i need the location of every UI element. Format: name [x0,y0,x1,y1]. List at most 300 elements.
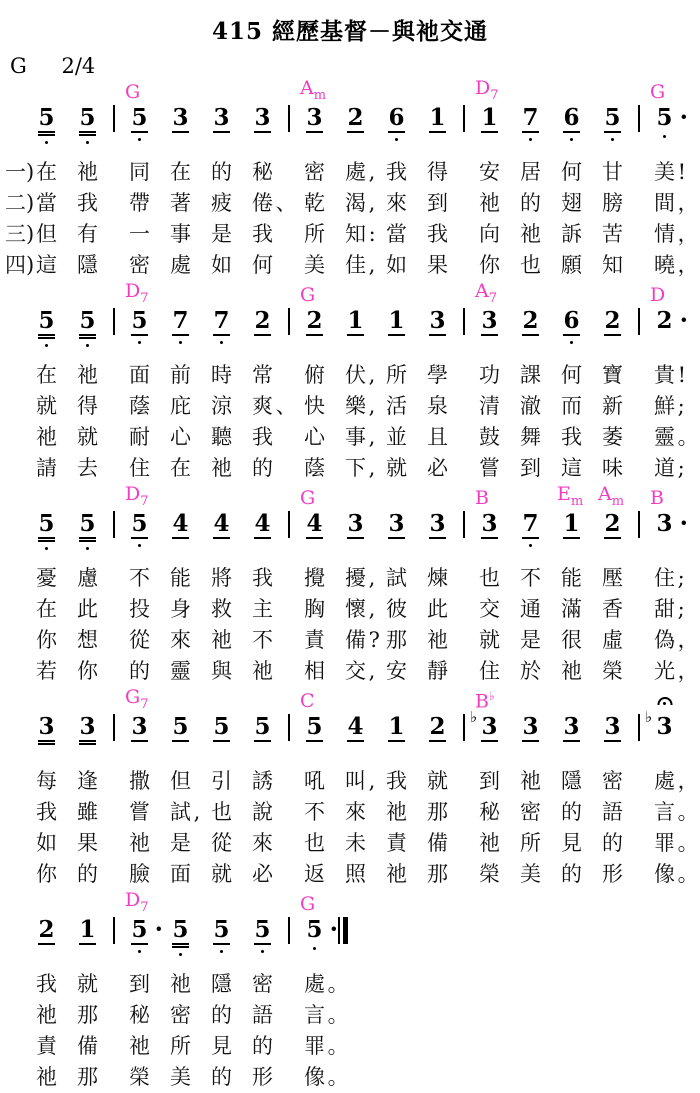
note-number: 5 [131,307,148,334]
lyric-cell: 是 [520,628,541,652]
lyric-cell: 如 [36,831,57,855]
lyric-cell: 祂 [386,800,407,824]
lyric-spacer [283,563,294,594]
note-cell [644,81,688,142]
lyric-cell: 祂 [129,831,150,855]
note-number: 5 [306,916,323,943]
punctuation: 。 [327,1034,349,1058]
octave-dot [663,135,666,138]
barline-stroke [288,105,290,132]
note-cell [644,284,688,345]
lyric-cell: 的 [520,191,541,215]
lyric-cell: 知 [602,253,623,277]
lyric-cell: 祂 [427,628,448,652]
octave-dot [220,950,223,953]
note-number: 6 [388,104,405,131]
augmentation-dot: · [679,102,688,131]
note-glyph [160,917,201,942]
lyric-cell: 也 [479,566,500,590]
note-glyph [119,105,160,130]
lyric-spacer [458,219,469,250]
note-glyph [376,105,417,130]
lyric-cell: 的 [211,1003,232,1027]
note-glyph [67,511,108,536]
note-number: 3 [604,713,621,740]
punctuation: 。 [677,425,699,449]
lyric-cell: 交 [479,597,500,621]
lyric-cell: 那 [427,862,448,886]
note-cell [242,308,283,348]
lyric-cell: 雖 [77,800,98,824]
lyric-cell: 不 [520,566,541,590]
lyric-cell: 澈 [520,394,541,418]
lyric-cell: 時 [211,363,232,387]
chord-root: G [300,487,316,509]
barline-stroke [463,714,465,741]
chord-root: D [650,284,666,306]
note-number: 6 [563,307,580,334]
note-glyph [592,308,633,333]
note-number: 4 [172,510,189,537]
lyric-cell: 撒 [129,769,150,793]
note-glyph [119,511,160,536]
lyric-cell: 想 [77,628,98,652]
verse-prefix: 二) [5,191,35,215]
note-number: 1 [563,510,580,537]
note-glyph [26,308,67,333]
lyric-cell: 蔭 [304,456,325,480]
lyric-spacer [458,453,469,484]
lyric-cell: 快 [304,394,325,418]
lyric-spacer [283,797,294,828]
system [26,889,700,1093]
system [26,483,700,687]
chord-root: G [125,81,141,103]
chord-label [475,79,499,102]
note-number: 5 [213,713,230,740]
score [0,77,700,1093]
lyric-cell: 就 [211,862,232,886]
note-number: 3 [656,713,673,740]
chord-quality: 7 [490,88,499,103]
octave-dot-row [26,136,67,148]
octave-dot-row [160,336,201,348]
lyric-cell: 從 [129,628,150,652]
note-glyph [201,917,242,942]
lyric-cell: 必 [427,456,448,480]
lyric-cell: 形 [602,862,623,886]
octave-dot-row [551,742,592,754]
note-glyph [201,308,242,333]
note-glyph [67,105,108,130]
note-number: 1 [388,713,405,740]
lyric-row [5,157,700,188]
note-number: 2 [522,307,539,334]
lyric-cell: 罪 。 [644,828,685,859]
chord-label [300,895,315,914]
lyric-cell: 到 [520,456,541,480]
lyric-cell: 一) 在 [26,157,67,188]
lyric-spacer [633,859,644,890]
lyric-cell: 於 [520,659,541,683]
note-cell [417,511,458,551]
duration-underline [172,943,189,945]
lyric-cell: 就 [77,425,98,449]
lyric-row [26,625,700,656]
octave-dot [570,341,573,344]
note-glyph [417,308,458,333]
lyric-cell: 很 [561,628,582,652]
octave-dot-row [67,945,108,957]
note-number: 2 [604,510,621,537]
punctuation: ; [677,394,685,418]
lyric-spacer [108,422,119,453]
note-number: 3 [656,510,673,537]
note-glyph [644,102,688,131]
octave-dot-row [551,133,592,145]
lyric-cell: 吼 [304,769,325,793]
octave-dot-row [26,945,67,957]
lyric-cell: 住 [129,456,150,480]
lyric-cell: 曉 ， [644,250,685,281]
note-number: 5 [79,104,96,131]
octave-dot-row [67,136,108,148]
lyric-cell: 每 [36,769,57,793]
lyric-cell: 是 [211,222,232,246]
lyric-spacer [633,766,644,797]
barline-stroke [113,105,115,132]
lyric-spacer [108,625,119,656]
punctuation: , [368,566,376,590]
octave-dot [45,547,48,550]
lyric-cell: 言 。 [294,1000,335,1031]
octave-dot-row [592,133,633,145]
lyric-cell: 秘 [479,800,500,824]
lyric-cell: 備 [77,1034,98,1058]
note-cell [160,308,201,348]
punctuation: , [193,800,201,824]
octave-dot-row [294,336,335,348]
lyric-spacer [283,1062,294,1093]
note-cell [160,105,201,145]
lyric-cell: 罪 。 [294,1031,335,1062]
lyric-cell: 著 [170,191,191,215]
music-row [26,77,700,148]
note-number: 2 [306,307,323,334]
note-number: 5 [172,916,189,943]
note-cell [335,714,376,754]
lyric-cell: 見 [561,831,582,855]
lyric-cell: 那 [427,800,448,824]
augmentation-dot: · [679,508,688,537]
chord-quality: 7 [140,697,149,712]
lyric-spacer [108,360,119,391]
note-cell [201,511,242,551]
note-number: 4 [306,510,323,537]
octave-dot-row [294,742,335,754]
lyric-cell: 香 [602,597,623,621]
note-number: 5 [79,307,96,334]
note-glyph [160,714,201,739]
barline-stroke [638,714,640,741]
lyric-cell: 美 [304,253,325,277]
lyric-cell: 我 [36,800,57,824]
lyric-row [26,422,700,453]
lyric-cell: 那 [77,1065,98,1089]
note-number: 1 [79,916,96,943]
chord-root: C [300,690,315,712]
chord-label [125,688,148,711]
octave-dot-row [335,336,376,348]
music-row [26,483,700,554]
lyric-row [5,250,700,281]
octave-dot [529,138,532,141]
note-glyph [201,511,242,536]
lyric-cell: 安 [386,659,407,683]
lyric-cell: 祂 [36,425,57,449]
chord-quality: m [313,88,327,103]
punctuation: ? [368,628,380,652]
note-number: 3 [481,510,498,537]
lyric-cell: 得 [427,160,448,184]
lyric-spacer [108,859,119,890]
note-glyph [510,308,551,333]
note-cell [592,105,633,145]
note-number: 5 [131,916,148,943]
lyric-cell: 如 [211,253,232,277]
octave-dot-row [242,539,283,551]
octave-dot [138,138,141,141]
note-glyph [67,917,108,942]
note-glyph [376,511,417,536]
lyric-cell: 身 [170,597,191,621]
lyric-cell: 壓 [602,566,623,590]
note-number: 4 [213,510,230,537]
lyric-cell: 祂 [479,831,500,855]
flat-icon: ♭ [645,708,653,726]
lyric-cell: 倦 、 [242,188,283,219]
note-number: 5 [79,510,96,537]
octave-dot-row [417,133,458,145]
lyric-cell: 蔭 [129,394,150,418]
lyric-cell: 來 [170,628,191,652]
note-cell [376,308,417,348]
note-cell [294,487,335,551]
lyric-cell: 言 。 [644,797,685,828]
note-number: 2 [429,713,446,740]
note-cell [417,105,458,145]
lyric-cell: 我 [427,222,448,246]
duration-underline [38,334,55,336]
lyric-cell: 庇 [170,394,191,418]
note-glyph [469,708,510,740]
barline-stroke [113,308,115,335]
lyric-cell: 此 [77,597,98,621]
note-glyph [592,714,633,739]
note-glyph [510,511,551,536]
note-number: 4 [347,713,364,740]
chord-quality: 7 [488,291,498,306]
note-glyph [242,511,283,536]
octave-dot-row [242,133,283,145]
barline-stroke [288,511,290,538]
octave-dot-row [376,742,417,754]
lyric-cell: 學 [427,363,448,387]
lyric-spacer [283,157,294,188]
lyric-cell: 我 [252,222,273,246]
lyric-cell: 偽 ， [644,625,685,656]
lyric-cell: 美 [170,1065,191,1089]
chord-root: A [598,483,612,506]
note-glyph [469,308,510,333]
lyric-row [26,828,700,859]
lyric-cell: 像 。 [294,1062,335,1093]
note-cell [294,77,335,145]
note-glyph [26,917,67,942]
system [26,280,700,484]
lyric-cell: 不 [304,800,325,824]
lyric-cell: 隱 [561,769,582,793]
lyric-cell: 功 [479,363,500,387]
lyric-cell: 處 。 [294,969,335,1000]
note-cell [119,81,160,145]
lyric-cell: 知 : [335,219,376,250]
barline [458,105,469,132]
note-glyph [160,105,201,130]
lyric-cell: 乾 [304,191,325,215]
barline-stroke [463,511,465,538]
note-number: 5 [38,307,55,334]
system [26,686,700,890]
lyric-cell: 秘 [252,160,273,184]
octave-dot-row [119,539,160,551]
punctuation: , [368,363,376,387]
lyric-spacer [633,656,644,687]
octave-dot-row [201,742,242,754]
note-cell [376,714,417,754]
barline [458,511,469,538]
octave-dot [138,950,141,953]
lyric-cell: 就 [77,972,98,996]
octave-dot-row [510,133,551,145]
lyric-cell: 向 [479,222,500,246]
lyric-cell: 滿 [561,597,582,621]
lyric-cell: 嘗 [129,800,150,824]
page-title: 415 經歷基督－與祂交通 [211,18,489,45]
lyric-spacer [633,360,644,391]
augmentation-dot: · [329,914,338,943]
lyric-cell: 鼓 [479,425,500,449]
chord-root: A [475,280,489,303]
music-row [26,280,700,351]
octave-dot [570,138,573,141]
octave-dot-row [376,133,417,145]
note-number: 4 [254,510,271,537]
note-number: 5 [604,104,621,131]
lyric-cell: 俯 [304,363,325,387]
punctuation: , [368,597,376,621]
octave-dot-row [119,133,160,145]
lyric-spacer [458,188,469,219]
lyric-cell: 就 [427,769,448,793]
note-number: 5 [306,713,323,740]
note-cell [644,487,688,548]
lyric-cell: 的 [211,160,232,184]
octave-dot-row [592,336,633,348]
octave-dot-row [119,945,160,957]
lyric-spacer [108,157,119,188]
lyric-cell: 榮 [479,862,500,886]
lyric-spacer [633,563,644,594]
verse-prefix: 四) [5,253,35,277]
punctuation: , [368,659,376,683]
lyric-cell: 靈 [170,659,191,683]
lyric-cell: 密 [520,800,541,824]
lyric-spacer [458,157,469,188]
lyric-cell: 並 [386,425,407,449]
lyric-cell: 胸 [304,597,325,621]
lyric-cell: 虛 [602,628,623,652]
lyric-cell: 也 [211,800,232,824]
octave-dot-row [335,133,376,145]
lyric-cell: 語 [602,800,623,824]
barline [108,511,119,538]
lyric-cell: 與 [211,659,232,683]
lyric-cell: 事 [170,222,191,246]
lyric-cell: 是 [170,831,191,855]
note-number: 5 [254,713,271,740]
lyric-cell: 那 [77,1003,98,1027]
key-signature: G [10,54,27,78]
lyric-cell: 慮 [77,566,98,590]
barline [283,917,294,944]
octave-dot-row [510,336,551,348]
punctuation: , [368,160,376,184]
punctuation: , [368,456,376,480]
note-cell [551,308,592,348]
lyric-cell: 靈 。 [644,422,685,453]
note-number: 3 [522,713,539,740]
lyric-spacer [633,453,644,484]
octave-dot [45,344,48,347]
note-glyph [294,511,335,536]
octave-dot-row [469,539,510,551]
octave-dot-row [294,539,335,551]
lyric-spacer [283,1000,294,1031]
lyric-cell: 必 [252,862,273,886]
lyric-row [26,766,700,797]
lyric-cell: 未 [345,831,366,855]
lyric-spacer [283,250,294,281]
lyric-row [26,797,700,828]
lyric-row [26,453,700,484]
lyric-spacer [633,188,644,219]
lyric-cell: 祂 [386,862,407,886]
barline [283,714,294,741]
note-number: 3 [38,713,55,740]
chord-root: B [475,487,489,509]
note-number: 3 [172,104,189,131]
lyric-cell: 活 [386,394,407,418]
lyric-spacer [108,1062,119,1093]
chord-label [300,286,315,305]
octave-dot-row [644,536,685,548]
lyric-cell: 引 [211,769,232,793]
octave-dot-row [335,742,376,754]
note-cell [417,714,458,754]
lyric-cell: 四) 這 [26,250,67,281]
punctuation: ; [677,597,685,621]
